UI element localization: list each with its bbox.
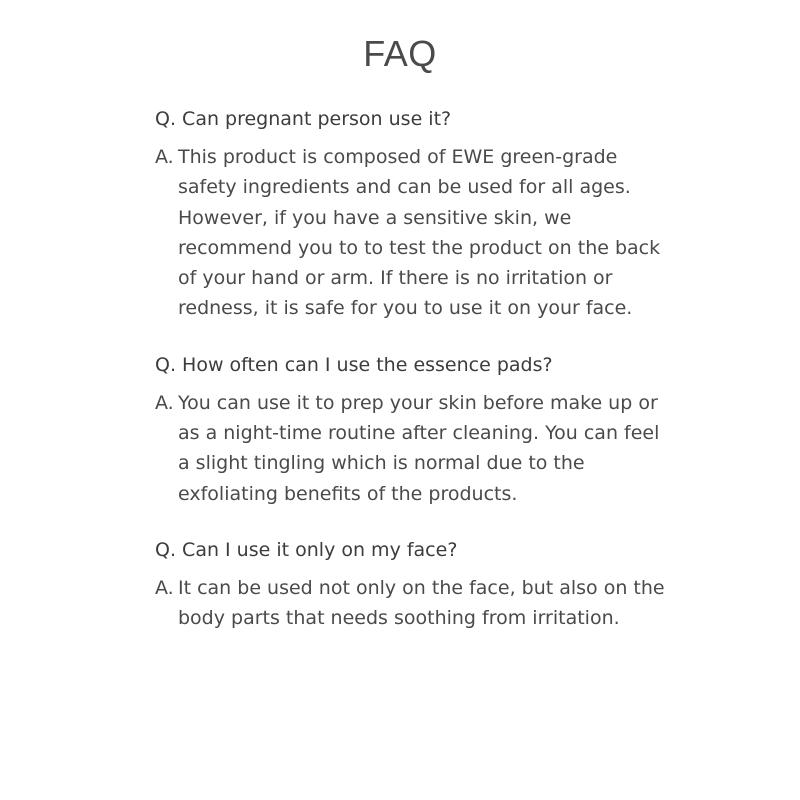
faq-question (155, 104, 665, 134)
faq-item (155, 350, 665, 509)
answer-text: You can use it to prep your skin before make up or as a night-time routine after cleaning. You can feel a slight tingling which is normal due to the exfoliating benefits of the products. (178, 391, 660, 505)
faq-answer (155, 142, 665, 324)
question-prefix: Q. (155, 353, 176, 376)
answer-text: It can be used not only on the face, but also on the body parts that needs soothing from irritation. (178, 576, 665, 630)
faq-question (155, 350, 665, 380)
answer-text: This product is composed of EWE green-grade safety ingredients and can be used for all ages. However, if you have a sensitive skin, we recommend you to to test the product on the back of your hand or arm. If there is no irritation or redness, it is safe for you to use it on your face. (178, 146, 661, 320)
answer-prefix: A. (155, 146, 174, 168)
faq-question (155, 535, 665, 565)
faq-item (155, 535, 665, 634)
question-text: Can I use it only on my face? (182, 538, 458, 561)
question-text: How often can I use the essence pads? (182, 353, 553, 376)
page-title: FAQ (363, 33, 437, 74)
question-prefix: Q. (155, 538, 176, 561)
question-prefix: Q. (155, 108, 176, 130)
question-text: Can pregnant person use it? (182, 108, 452, 130)
faq-list (155, 104, 665, 660)
answer-prefix: A. (155, 576, 174, 599)
faq-answer (155, 573, 665, 634)
faq-answer (155, 388, 665, 509)
faq-item (155, 104, 665, 324)
answer-prefix: A. (155, 391, 174, 414)
